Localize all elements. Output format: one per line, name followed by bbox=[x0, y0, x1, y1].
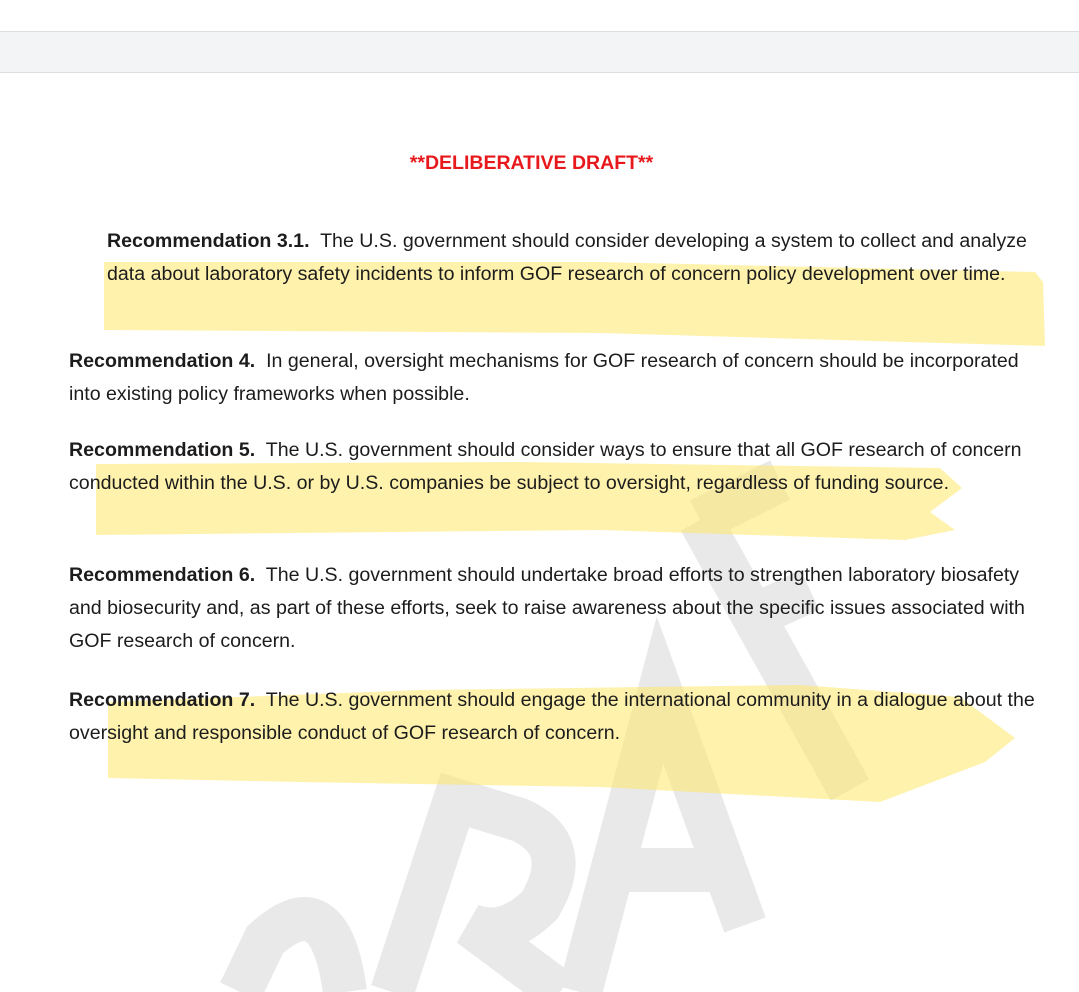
recommendation-text: The U.S. government should engage the international community in a dialogue about the oversight and responsible conduct of GOF research of concern. bbox=[69, 689, 1035, 744]
recommendation-number: Recommendation 3.1. bbox=[107, 230, 310, 252]
recommendation-number: Recommendation 6. bbox=[69, 564, 256, 586]
recommendation-text: The U.S. government should undertake broad efforts to strengthen laboratory biosafety and biosecurity and, as part of these efforts, seek to raise awareness about the specific issues associated with GOF research of concern. bbox=[69, 564, 1025, 652]
recommendation-number: Recommendation 5. bbox=[69, 439, 256, 461]
recommendation-text: The U.S. government should consider developing a system to collect and analyze data about laboratory safety incidents to inform GOF research of concern policy development over time. bbox=[107, 230, 1027, 285]
recommendation-text: In general, oversight mechanisms for GOF research of concern should be incorporated into existing policy frameworks when possible. bbox=[69, 350, 1019, 405]
recommendation-3-1 bbox=[107, 225, 1037, 291]
recommendation-number: Recommendation 7. bbox=[69, 689, 256, 711]
recommendation-7 bbox=[69, 684, 1039, 750]
recommendation-6 bbox=[69, 559, 1029, 658]
recommendation-4 bbox=[69, 345, 1029, 411]
recommendation-5 bbox=[69, 434, 1029, 500]
recommendation-number: Recommendation 4. bbox=[69, 350, 256, 372]
deliberative-draft-header: **DELIBERATIVE DRAFT** bbox=[409, 152, 654, 174]
recommendation-text: The U.S. government should consider ways to ensure that all GOF research of concern conducted within the U.S. or by U.S. companies be subject to oversight, regardless of funding source. bbox=[69, 439, 1022, 494]
